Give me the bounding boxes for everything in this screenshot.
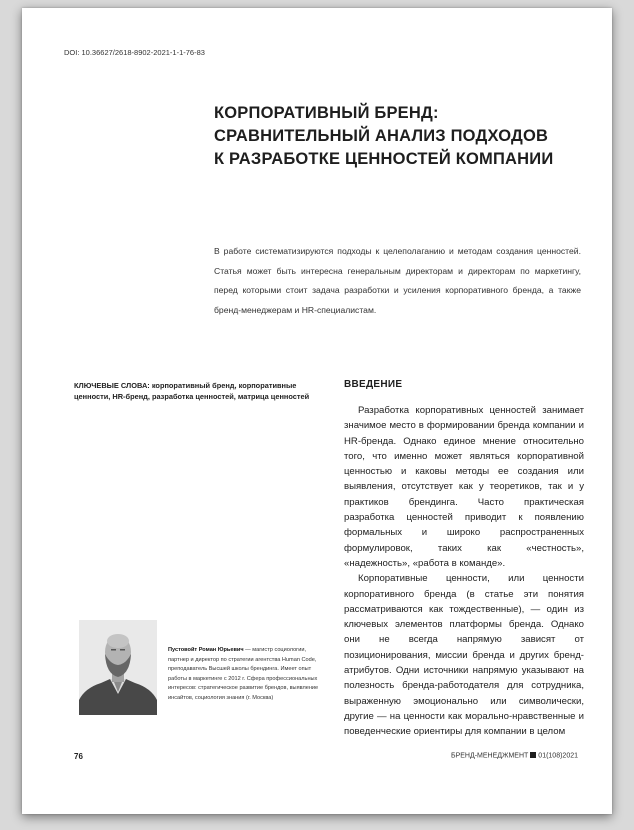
author-description: — магистр социологии, партнер и директор по стратегии агентства Human Code, преподаватель Высшей школы брендинга. Имеет опыт работы в маркетинге с 2012 г. Сфера профессиональных интересов: стратегическое развитие брендов, выявление инсайтов, социология знания (г. Москва) bbox=[168, 647, 319, 701]
page-number: 76 bbox=[74, 752, 83, 761]
author-photo bbox=[79, 620, 157, 715]
author-bio bbox=[168, 646, 328, 703]
keywords-block bbox=[74, 380, 316, 402]
journal-page bbox=[22, 8, 612, 814]
author-name: Пустовойт Роман Юрьевич bbox=[168, 647, 244, 653]
journal-name: БРЕНД-МЕНЕДЖМЕНТ bbox=[450, 752, 529, 760]
square-icon bbox=[530, 752, 536, 758]
article-abstract: В работе систематизируются подходы к целеполаганию и методам создания ценностей. Статья может быть интересна генеральным директорам и директорам по маркетингу, перед которыми стоит задача разработки и усиления корпоративного бренда, а также бренд-менеджерам и HR-специалистам. bbox=[214, 246, 581, 315]
keywords-text: корпоративный бренд, корпоративные ценности, HR-бренд, разработка ценностей, матрица ценностей bbox=[74, 381, 310, 401]
keywords-label: КЛЮЧЕВЫЕ СЛОВА: bbox=[74, 381, 150, 390]
section-heading: ВВЕДЕНИЕ bbox=[344, 379, 403, 390]
journal-issue: 01(108)2021 bbox=[538, 752, 578, 760]
body-paragraph: Разработка корпоративных ценностей занимает значимое место в формировании бренда компании и HR-бренда. Однако единое мнение относительно того, что именно может являться корпоративной ценностью и каковы методы ее создания или выявления, отсутствует как у теоретиков, так и у практиков брендинга. Часто практическая разработка ценностей приводит к появлению формальных и широко распространенных формулировок, таких как «честность», «надежность», «работа в команде». bbox=[344, 405, 584, 569]
footer-journal bbox=[451, 752, 578, 760]
article-title: КОРПОРАТИВНЫЙ БРЕНД: СРАВНИТЕЛЬНЫЙ АНАЛИЗ ПОДХОДОВ К РАЗРАБОТКЕ ЦЕННОСТЕЙ КОМПАНИИ bbox=[214, 104, 554, 168]
body-paragraph: Корпоративные ценности, или ценности корпоративного бренда (в статье эти понятия рассматриваются как тождественные), — один из ключевых элементов платформы бренда. Однако они не всегда напрямую зависят от позиционирования, миссии бренда и других бренд-атрибутов. Одни источники напрямую указывают на полезность бренда-работодателя для сотрудника, выраженную эмоционально или символически, другие — на ценности как морально-нравственные и поведенческие ориентиры для компании в целом bbox=[344, 573, 584, 738]
section-body bbox=[344, 403, 584, 740]
doi-line: DOI: 10.36627/2618-8902-2021-1-1-76-83 bbox=[64, 48, 205, 57]
